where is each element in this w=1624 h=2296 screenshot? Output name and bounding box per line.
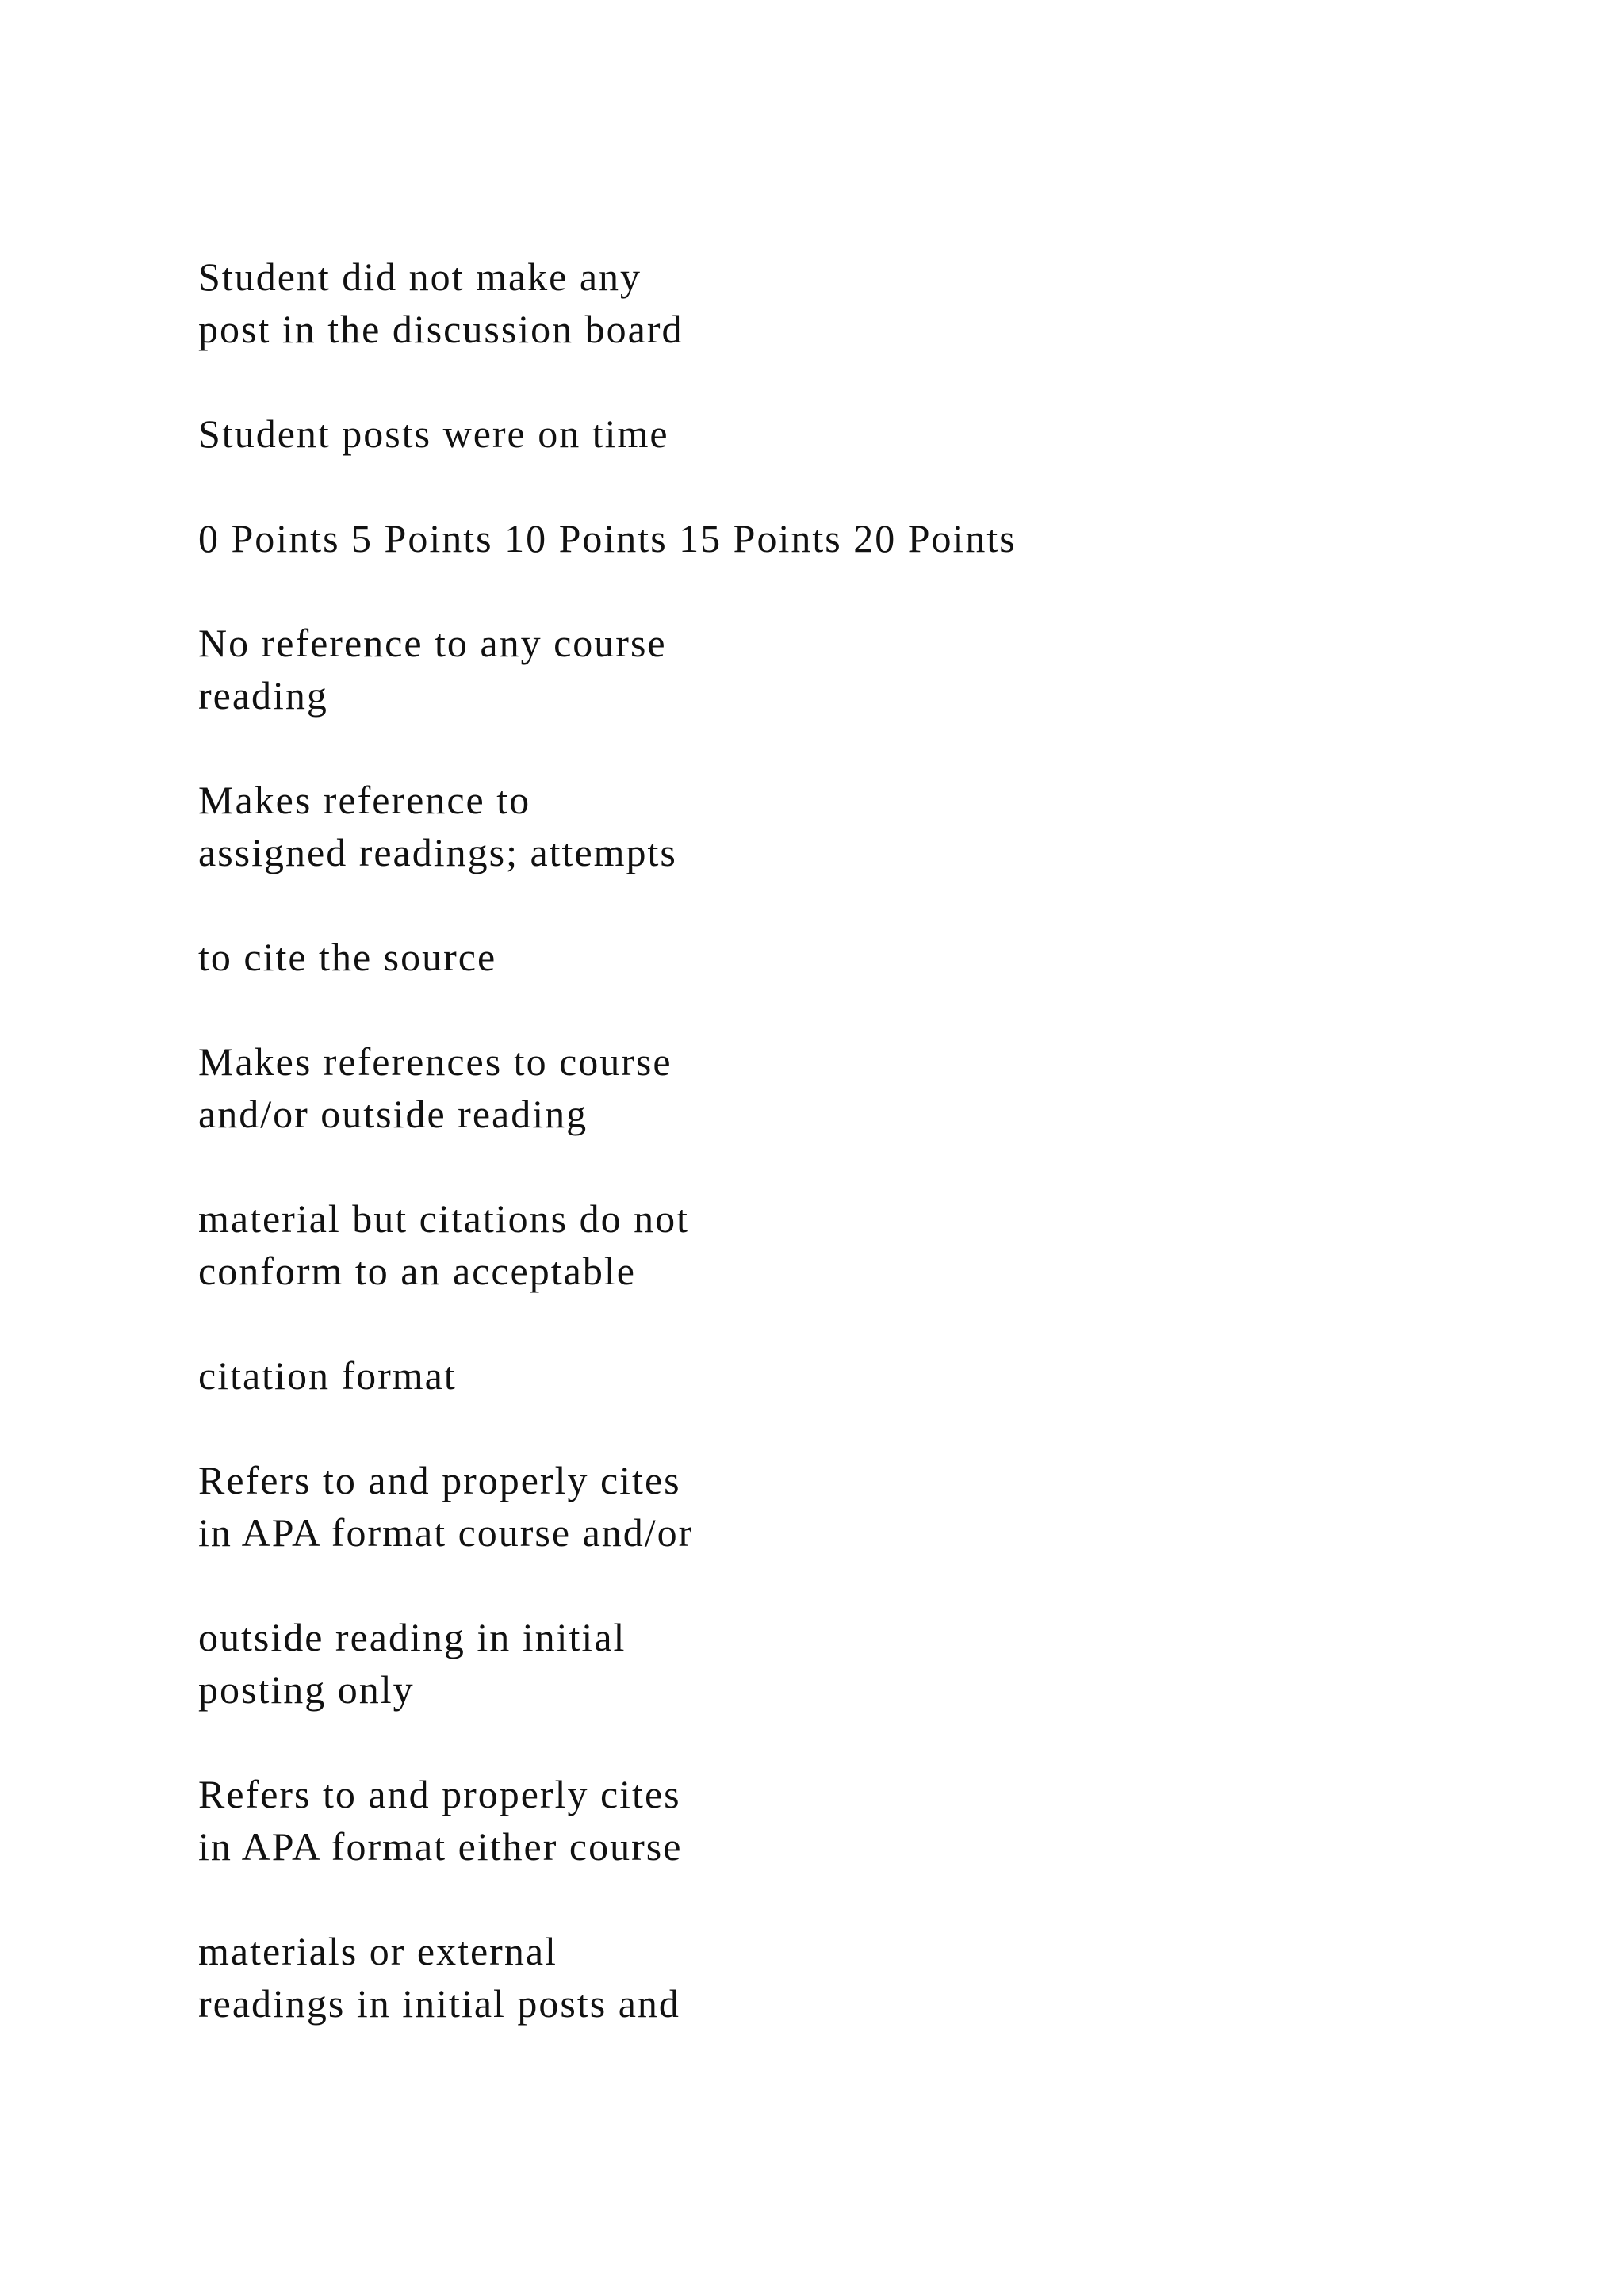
text-line: readings in initial posts and — [198, 1981, 680, 2026]
text-line: posting only — [198, 1667, 415, 1712]
points-scale — [198, 512, 1546, 564]
text-line: post in the discussion board — [198, 307, 684, 351]
text-line: in APA format either course — [198, 1824, 683, 1869]
paragraph — [198, 1454, 1546, 1559]
paragraph — [198, 251, 1546, 355]
text-line: assigned readings; attempts — [198, 830, 677, 874]
text-line: 0 Points 5 Points 10 Points 15 Points 20 Points — [198, 516, 1017, 561]
text-line: Refers to and properly cites — [198, 1458, 681, 1502]
text-line: Refers to and properly cites — [198, 1772, 681, 1816]
text-line: citation format — [198, 1353, 457, 1398]
paragraph — [198, 1349, 1546, 1402]
text-line: Makes references to course — [198, 1039, 672, 1084]
paragraph — [198, 774, 1546, 878]
text-line: outside reading in initial — [198, 1615, 626, 1659]
text-line: No reference to any course — [198, 621, 667, 665]
paragraph — [198, 1192, 1546, 1297]
text-line: in APA format course and/or — [198, 1510, 694, 1555]
text-line: reading — [198, 673, 328, 718]
paragraph — [198, 617, 1546, 721]
paragraph — [198, 931, 1546, 983]
paragraph — [198, 1035, 1546, 1140]
text-line: Student did not make any — [198, 254, 642, 299]
text-line: Student posts were on time — [198, 411, 669, 456]
text-line: conform to an acceptable — [198, 1249, 636, 1293]
paragraph — [198, 408, 1546, 460]
paragraph — [198, 1768, 1546, 1873]
paragraph — [198, 1925, 1546, 2030]
text-line: materials or external — [198, 1929, 557, 1973]
text-line: material but citations do not — [198, 1196, 689, 1241]
text-line: to cite the source — [198, 935, 497, 979]
paragraph — [198, 1611, 1546, 1716]
document-body — [198, 251, 1546, 2082]
text-line: Makes reference to — [198, 778, 531, 822]
text-line: and/or outside reading — [198, 1092, 588, 1136]
